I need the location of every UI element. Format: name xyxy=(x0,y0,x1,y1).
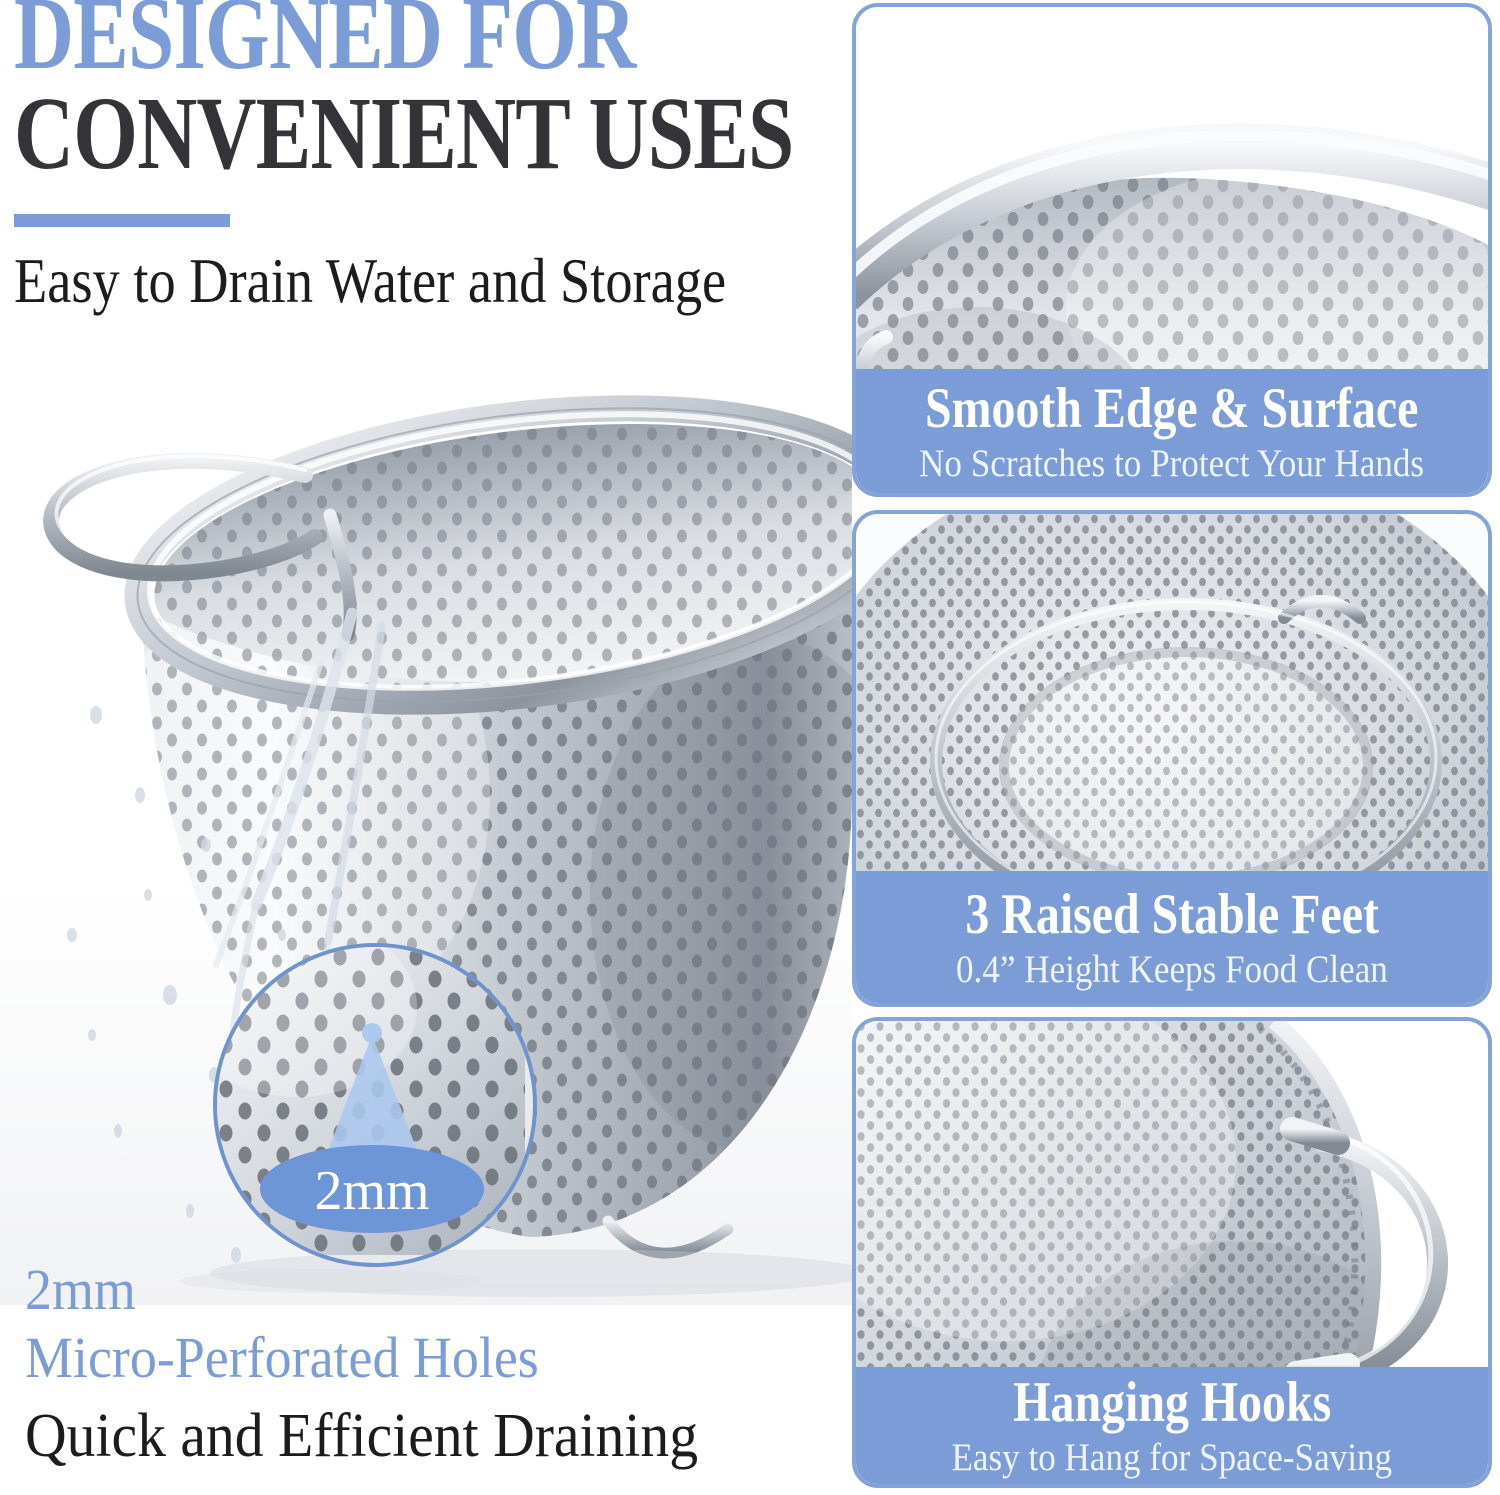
hole-size-label: 2mm xyxy=(314,1160,430,1222)
title-underline-bar xyxy=(14,214,230,227)
feature-card-smooth-edge xyxy=(852,3,1492,497)
page-title-accent: DESIGNED FOR xyxy=(14,0,636,91)
bottom-caption-block xyxy=(25,1256,749,1472)
feature-card-raised-feet xyxy=(852,510,1492,1007)
caption-hole-size: 2mm xyxy=(25,1257,136,1322)
feature-banner xyxy=(856,871,1488,1003)
caption-draining: Quick and Efficient Draining xyxy=(25,1401,699,1470)
feature-title: Smooth Edge & Surface xyxy=(925,376,1419,440)
feature-subtitle: Easy to Hang for Space-Saving xyxy=(951,1436,1393,1479)
feature-subtitle: No Scratches to Protect Your Hands xyxy=(919,441,1425,485)
feature-banner xyxy=(856,1367,1488,1484)
feature-subtitle: 0.4” Height Keeps Food Clean xyxy=(956,947,1388,991)
page-title-main: CONVENIENT USES xyxy=(14,75,794,191)
header xyxy=(14,0,988,316)
feature-banner xyxy=(856,369,1488,493)
feature-title: 3 Raised Stable Feet xyxy=(965,882,1379,946)
page-subtitle: Easy to Drain Water and Storage xyxy=(14,244,727,316)
caption-holes: Micro-Perforated Holes xyxy=(25,1325,539,1391)
feature-title: Hanging Hooks xyxy=(1013,1371,1331,1434)
feature-card-hanging-hooks xyxy=(852,1017,1492,1488)
hole-zoom-magnifier xyxy=(213,943,537,1267)
